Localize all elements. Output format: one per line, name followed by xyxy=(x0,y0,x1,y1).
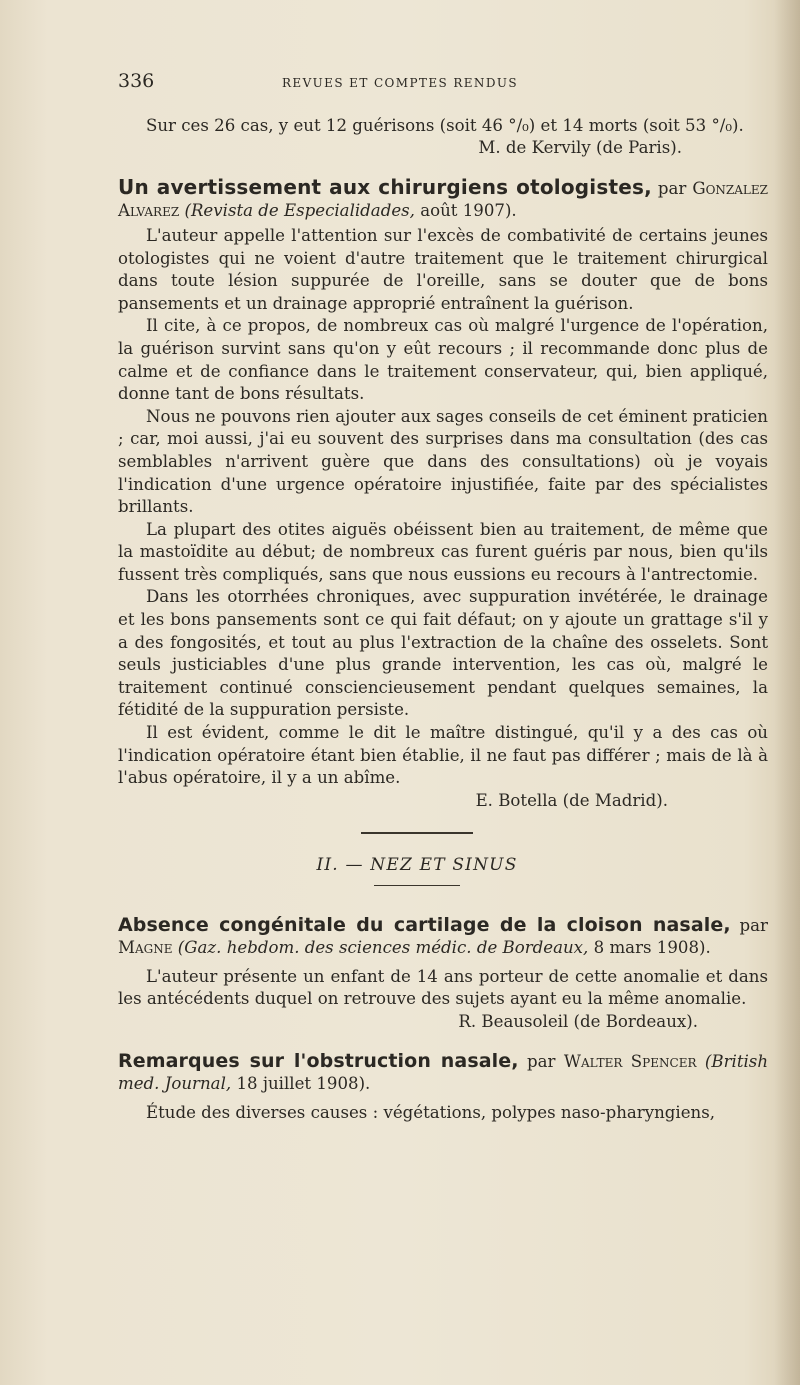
article1-date: août 1907). xyxy=(420,201,517,221)
article3-author: Walter Spencer xyxy=(563,1051,697,1071)
article2-author: Magne xyxy=(118,938,173,958)
article1-author: Gonzalez Alvarez xyxy=(118,178,768,221)
article2-title: Absence congénitale du cartilage de la cloison nasale, xyxy=(118,913,731,936)
article1-paragraph: Il est évident, comme le dit le maître distingué, qu'il y a des cas où l'indication opératoire étant bien établie, il ne faut pas différer ; mais de là à l'abus opératoire, il y a un abîme. xyxy=(118,723,768,788)
section-heading: II. — NEZ ET SINUS xyxy=(316,854,518,875)
article1-paragraph: Il cite, à ce propos, de nombreux cas où malgré l'urgence de l'opération, la guérison survint sans qu'on y eût recours ; il recommande donc plus de calme et de confiance dans le traitement conservateur, qui, bien appliqué, donne tant de bons résultats. xyxy=(118,316,768,404)
article3-date: 18 juillet 1908). xyxy=(236,1074,371,1094)
running-title: REVUES ET COMPTES RENDUS xyxy=(282,76,518,90)
article2-source: (Gaz. hebdom. des sciences médic. de Bordeaux, xyxy=(177,938,589,958)
article2-signature: R. Beausoleil (de Bordeaux). xyxy=(458,1012,698,1032)
article1-paragraph: La plupart des otites aiguës obéissent bien au traitement, de même que la mastoïdite au début; de nombreux cas furent guéris par nous, bien qu'ils fussent très compliqués, sans que nous eussions eu recours à l'antrectomie. xyxy=(118,519,768,584)
article3-heading xyxy=(118,1050,768,1096)
intro-signature: M. de Kervily (de Paris). xyxy=(478,138,682,158)
page-number: 336 xyxy=(118,70,155,92)
section-rule-bottom xyxy=(374,885,460,886)
article2-paragraph: L'auteur présente un enfant de 14 ans porteur de cette anomalie et dans les antécédents duquel on retrouve des sujets ayant eu la même anomalie. xyxy=(118,966,768,1009)
section-rule-top xyxy=(361,832,473,834)
article1-title: Un avertissement aux chirurgiens otologistes, xyxy=(118,174,652,199)
article1-source: (Revista de Especialidades, xyxy=(184,201,415,221)
article1-paragraph: Dans les otorrhées chroniques, avec suppuration invétérée, le drainage et les bons pansements sont ce qui fait défaut; on y ajoute un grattage s'il y a des fongosités, et tout au plus l'extraction de la chaîne des osselets. Sont seuls justiciables d'une plus grande intervention, les cas où, malgré le traitement continué consciencieusement pendant quelques semaines, la fétidité de la suppuration persiste. xyxy=(118,587,768,720)
article3-source: (British med. Journal, xyxy=(118,1051,769,1094)
article1-heading xyxy=(118,176,768,223)
article1-paragraph: Nous ne pouvons rien ajouter aux sages conseils de cet éminent praticien ; car, moi aussi, j'ai eu souvent des surprises dans ma consultation (des cas semblables n'arrivent guère que dans des consultations) où je voyais l'indication d'une urgence opératoire injustifiée, faite par des spécialistes brillants. xyxy=(118,406,768,517)
article3-title: Remarques sur l'obstruction nasale, xyxy=(118,1049,519,1072)
running-head xyxy=(118,70,768,95)
intro-text: Sur ces 26 cas, y eut 12 guérisons (soit 46 °/₀) et 14 morts (soit 53 °/₀). xyxy=(146,115,744,135)
page-edge-shadow xyxy=(774,0,800,1385)
article1-paragraph: L'auteur appelle l'attention sur l'excès de combativité de certains jeunes otologistes qui ne voient d'autre traitement que le traitement chirurgical dans toute lésion suppurée de l'oreille, sans se douter que de bons pansements et un drainage approprié entraînent la guérison. xyxy=(118,225,768,313)
article3-byline-pre: par xyxy=(527,1051,556,1071)
article2-date: 8 mars 1908). xyxy=(593,938,711,958)
article3-paragraph: Étude des diverses causes : végétations, polypes naso-pharyngiens, xyxy=(146,1102,716,1122)
article2-heading xyxy=(118,914,768,960)
article1-signature: E. Botella (de Madrid). xyxy=(475,790,668,810)
page-content xyxy=(118,70,768,1124)
article2-byline-pre: par xyxy=(739,915,768,935)
article1-byline-pre: par xyxy=(657,178,687,198)
